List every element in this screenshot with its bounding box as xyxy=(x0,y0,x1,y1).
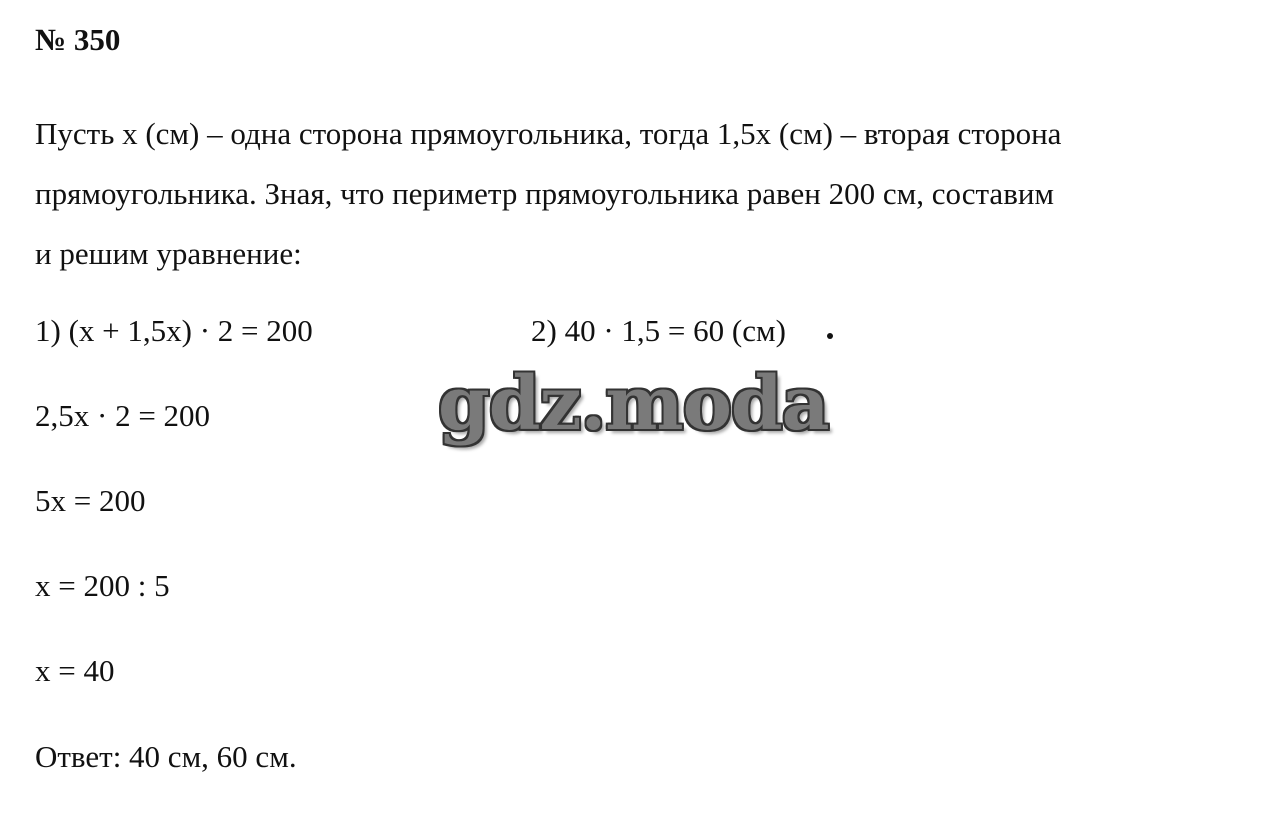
equation-line: x = 200 : 5 xyxy=(35,568,170,603)
problem-text-line: Пусть x (см) – одна сторона прямоугольника, тогда 1,5x (см) – вторая сторона xyxy=(35,116,1062,151)
site-watermark-logo xyxy=(438,361,829,447)
problem-number: № 350 xyxy=(35,22,121,57)
site-watermark-text: gdz.moda xyxy=(438,361,829,447)
stray-dot xyxy=(827,333,833,339)
problem-text-line: прямоугольника. Зная, что периметр прямоугольника равен 200 см, составим xyxy=(35,176,1055,211)
equation-line: x = 40 xyxy=(35,653,115,688)
problem-text xyxy=(35,104,1265,284)
equation-line: 2,5x · 2 = 200 xyxy=(35,398,211,433)
equation-step-2: 2) 40 · 1,5 = 60 (см) xyxy=(531,313,786,348)
problem-text-line: и решим уравнение: xyxy=(35,236,302,271)
equation-line: 5x = 200 xyxy=(35,483,146,518)
equation-step-1: 1) (x + 1,5x) · 2 = 200 xyxy=(35,313,313,348)
answer-line: Ответ: 40 см, 60 см. xyxy=(35,739,297,774)
